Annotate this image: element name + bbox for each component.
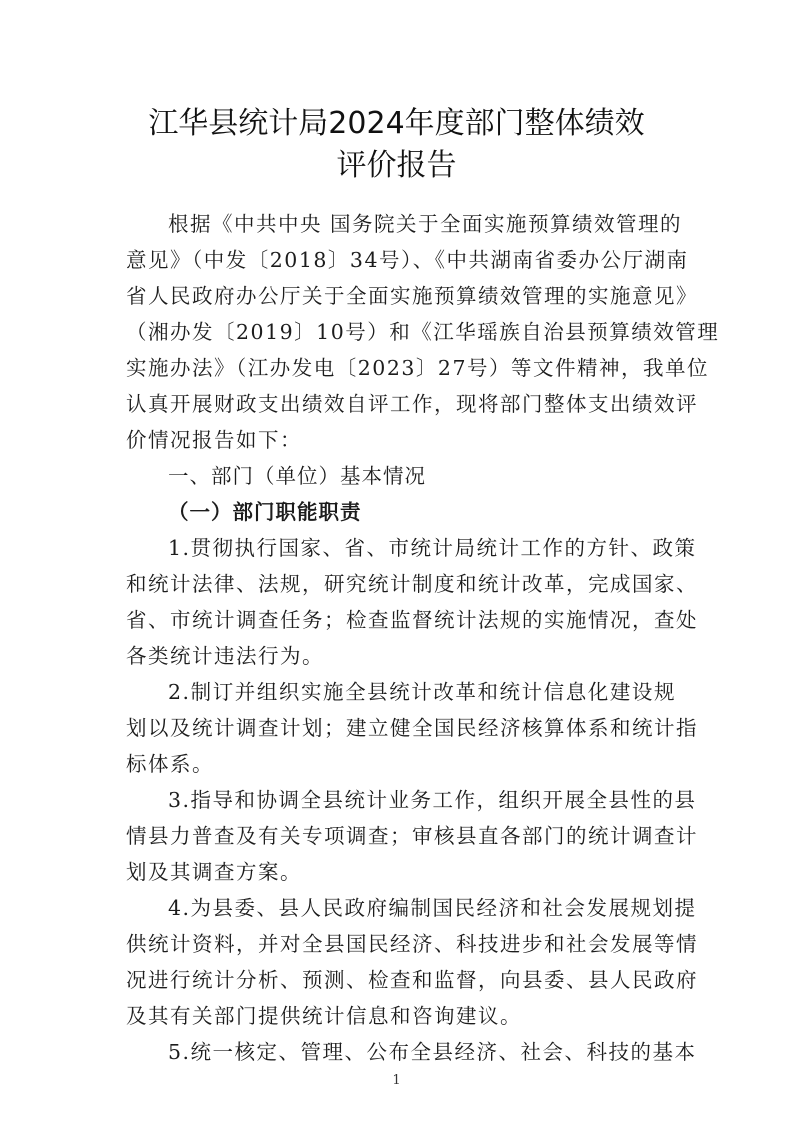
intro-line: 价情况报告如下： xyxy=(126,428,302,452)
duty-item-line: 况进行统计分析、预测、检查和监督，向县委、县人民政府 xyxy=(126,968,698,992)
duty-item-line: 各类统计违法行为。 xyxy=(126,644,324,668)
duty-item-line: 及其有关部门提供统计信息和咨询建议。 xyxy=(126,1004,522,1028)
intro-line: 实施办法》（江办发电〔2023〕27号）等文件精神，我单位 xyxy=(126,356,710,380)
duty-item-line: 省、市统计调查任务；检查监督统计法规的实施情况，查处 xyxy=(126,608,698,632)
intro-line: 省人民政府办公厅关于全面实施预算绩效管理的实施意见》 xyxy=(126,284,698,308)
intro-line: 根据《中共中央 国务院关于全面实施预算绩效管理的 xyxy=(168,212,683,236)
report-title-line-1: 江华县统计局2024年度部门整体绩效 xyxy=(148,106,645,141)
duty-item-line: 划以及统计调查计划；建立健全国民经济核算体系和统计指 xyxy=(126,716,698,740)
intro-line: （湘办发〔2019〕10号）和《江华瑶族自治县预算绩效管理 xyxy=(126,320,720,344)
duty-item-line: 划及其调查方案。 xyxy=(126,860,302,884)
duty-item-line: 和统计法律、法规，研究统计制度和统计改革，完成国家、 xyxy=(126,572,698,596)
duty-item-line: 供统计资料，并对全县国民经济、科技进步和社会发展等情 xyxy=(126,932,698,956)
duty-item-line: 标体系。 xyxy=(126,752,214,776)
duty-item-line: 4.为县委、县人民政府编制国民经济和社会发展规划提 xyxy=(168,896,697,920)
page-number: 1 xyxy=(392,1073,401,1088)
duty-item-line: 2.制订并组织实施全县统计改革和统计信息化建设规 xyxy=(168,680,676,704)
duty-item-line: 1.贯彻执行国家、省、市统计局统计工作的方针、政策 xyxy=(168,536,697,560)
subsection-heading: （一）部门职能职责 xyxy=(168,500,362,524)
intro-line: 意见》（中发〔2018〕34号）、《中共湖南省委办公厅湖南 xyxy=(126,248,689,272)
intro-line: 认真开展财政支出绩效自评工作，现将部门整体支出绩效评 xyxy=(126,392,698,416)
duty-item-line: 5.统一核定、管理、公布全县经济、社会、科技的基本 xyxy=(168,1040,697,1064)
duty-item-line: 情县力普查及有关专项调查；审核县直各部门的统计调查计 xyxy=(126,824,698,848)
report-title-line-2: 评价报告 xyxy=(336,148,457,183)
section-heading: 一、部门（单位）基本情况 xyxy=(168,464,426,488)
duty-item-line: 3.指导和协调全县统计业务工作，组织开展全县性的县 xyxy=(168,788,697,812)
